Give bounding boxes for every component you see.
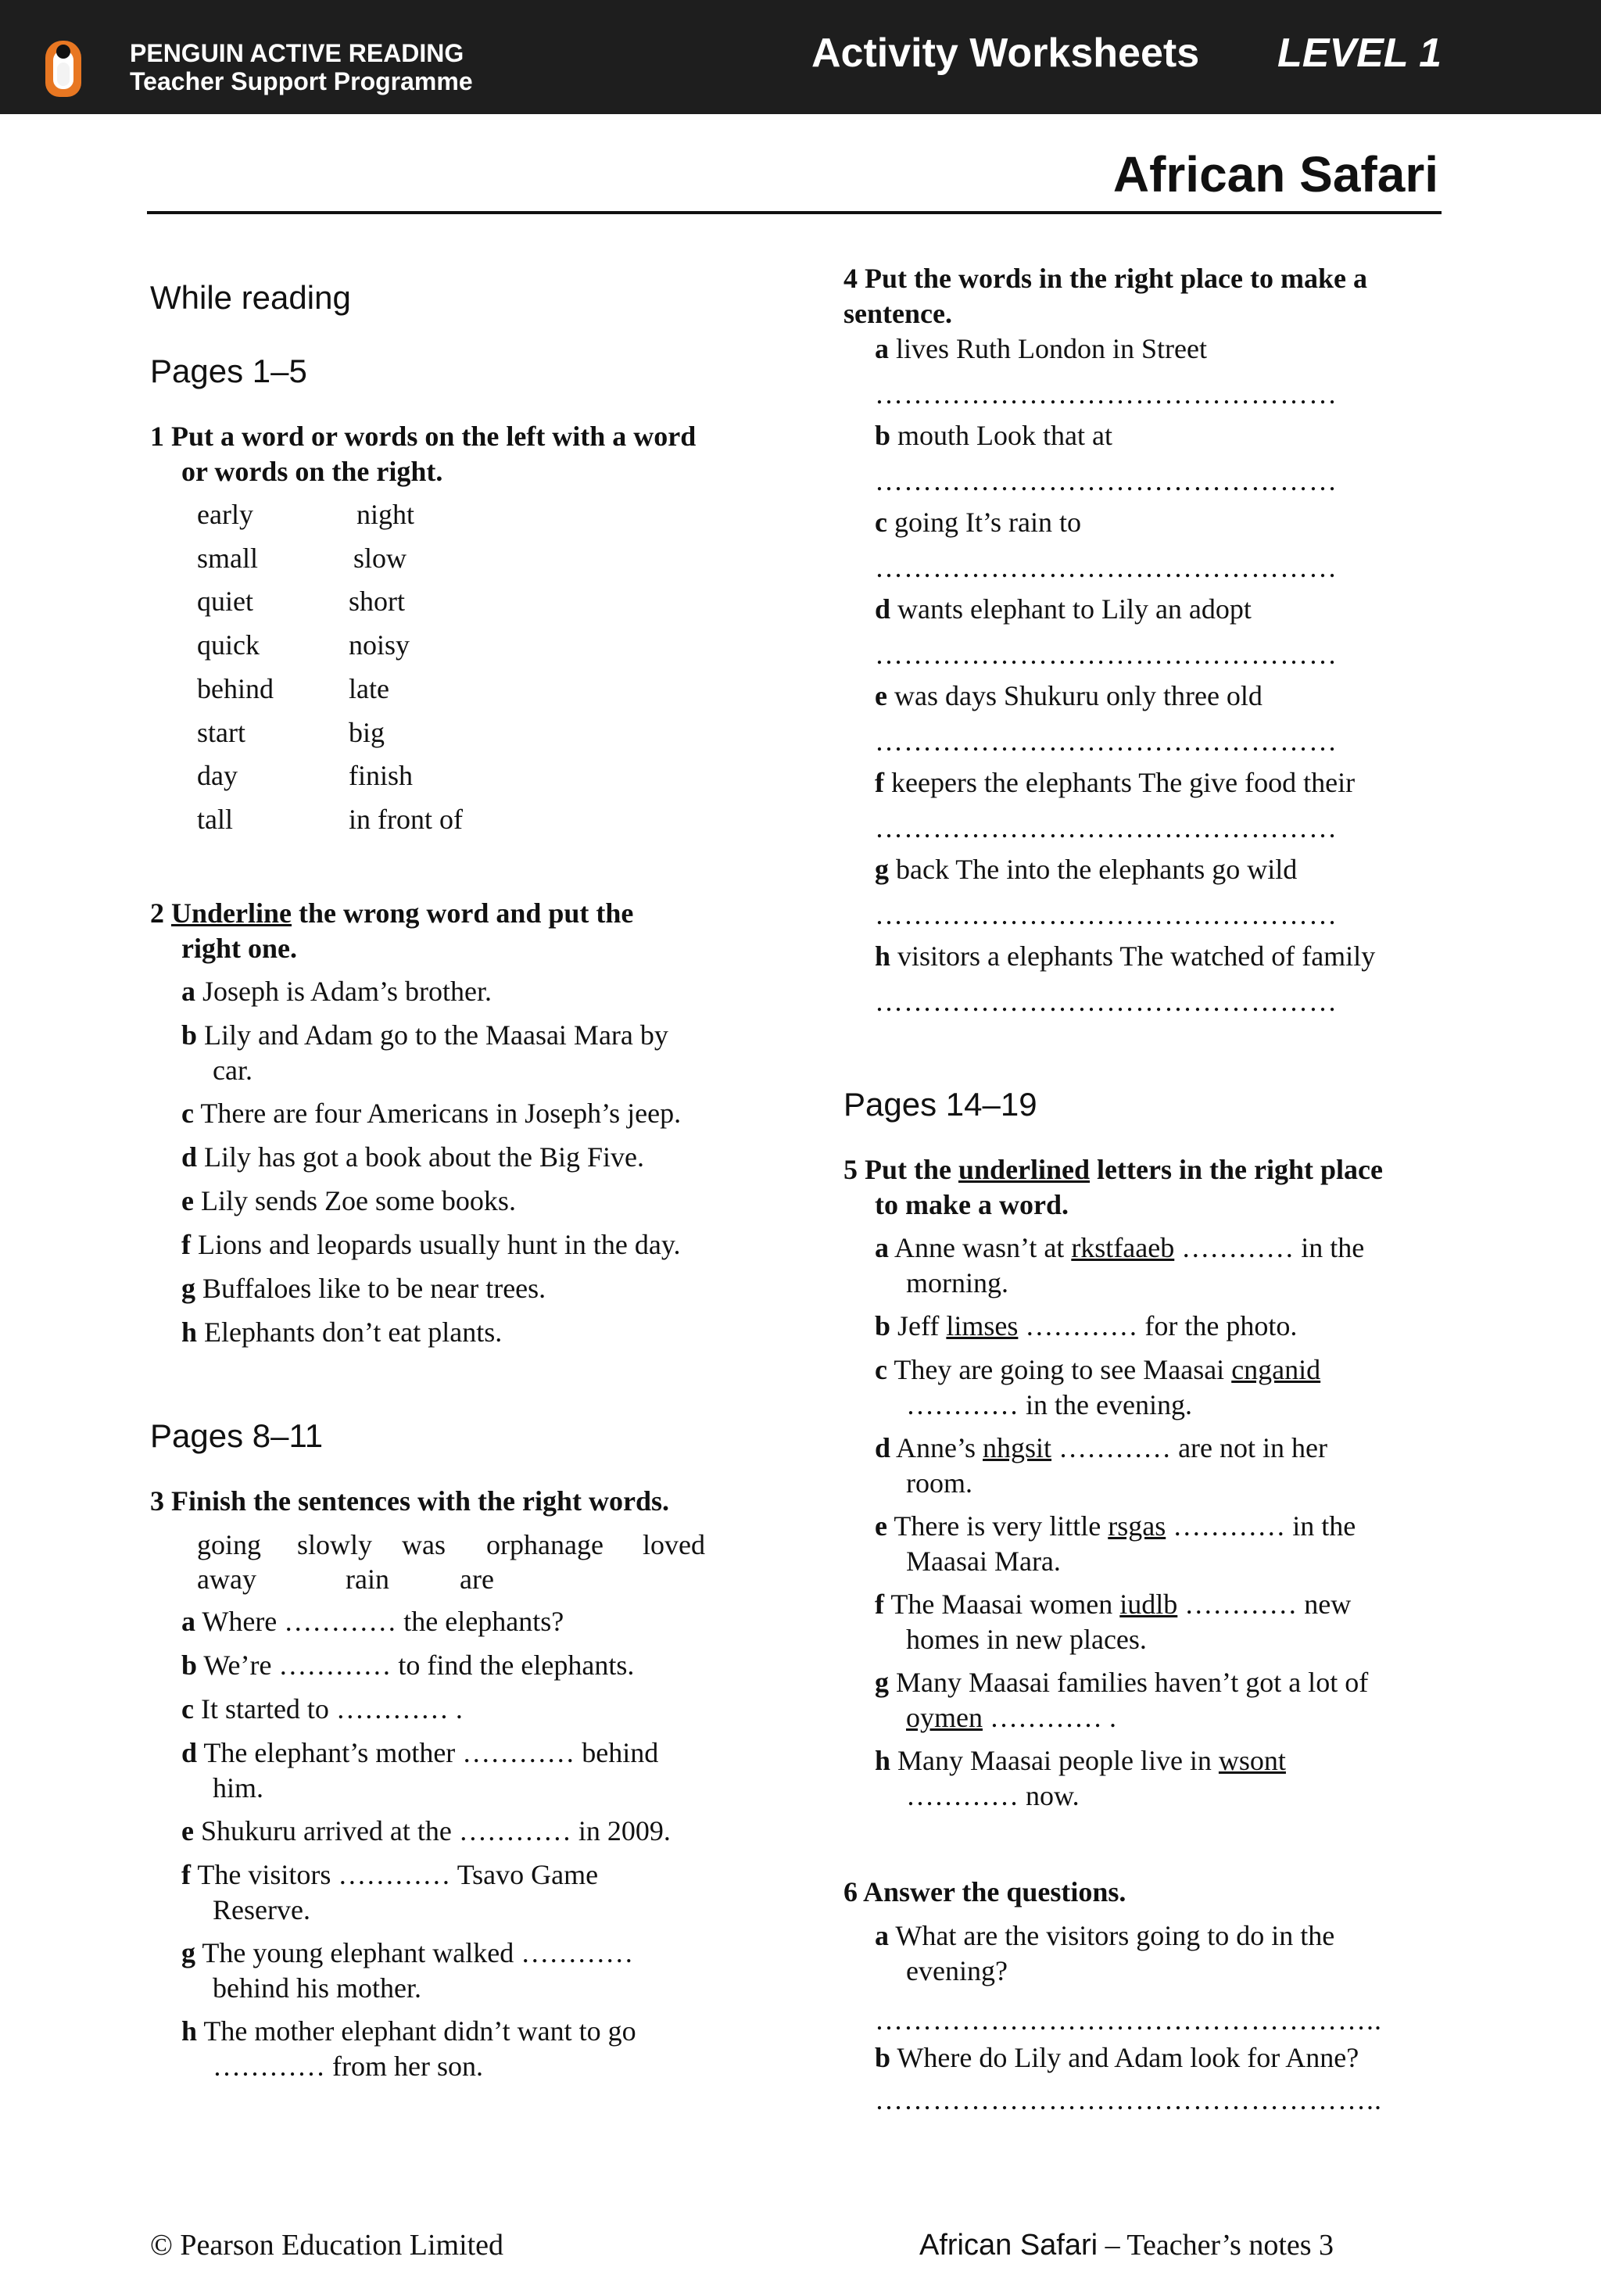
item-text: wants elephant to Lily an adopt (897, 593, 1252, 625)
question-text: the wrong word and put the (292, 897, 634, 929)
question-1-title (150, 419, 696, 489)
item-text: They are going to see Maasai (894, 1354, 1232, 1385)
penguin-logo-icon (45, 41, 81, 97)
answer-line: ………………………………………… (875, 812, 1338, 844)
item-letter: d (181, 1141, 198, 1173)
list-item (181, 974, 744, 1009)
item-text: Lily sends Zoe some books. (200, 1185, 516, 1216)
item-text: We’re ………… to find the elephants. (203, 1649, 635, 1681)
answer-line: …………………………………………….. (875, 2004, 1382, 2036)
item-text: keepers the elephants The give food their (891, 767, 1356, 798)
section-heading-pages-1-5: Pages 1–5 (150, 353, 307, 389)
item-text: Maasai Mara. (906, 1546, 1061, 1577)
section-heading-pages-14-19: Pages 14–19 (843, 1086, 1037, 1123)
answer-line: ………………………………………… (875, 552, 1338, 583)
question-text: Finish the sentences with the right words. (171, 1485, 669, 1517)
pair-right-word: noisy (349, 629, 410, 661)
list-item (181, 1184, 744, 1219)
pair-left-word: early (197, 499, 253, 530)
word-box-word: orphanage (486, 1529, 604, 1560)
question-text-cont: or words on the right. (181, 456, 443, 487)
list-item (181, 1936, 744, 2006)
item-text: lives Ruth London in Street (896, 333, 1207, 364)
item-letter: f (875, 767, 884, 798)
item-letter: h (875, 940, 891, 972)
list-item (181, 1271, 744, 1306)
item-text: Lions and leopards usually hunt in the day. (198, 1229, 681, 1260)
item-letter: a (875, 1920, 889, 1951)
item-letter: c (181, 1693, 194, 1725)
list-item (875, 1352, 1438, 1423)
question-text: letters in the right place (1090, 1154, 1383, 1185)
item-letter: c (875, 1354, 887, 1385)
item-text: There are four Americans in Joseph’s jeep. (200, 1098, 682, 1129)
list-item (875, 1587, 1438, 1657)
question-2-title (150, 896, 633, 966)
underlined-word: underlined (958, 1154, 1091, 1185)
list-item (875, 1431, 1438, 1501)
list-item (181, 1140, 744, 1175)
item-letter: c (875, 507, 887, 538)
question-text: Answer the questions. (863, 1876, 1126, 1907)
scrambled-word: oymen (906, 1702, 983, 1733)
list-item (875, 765, 1438, 801)
item-letter: b (181, 1649, 198, 1681)
word-box-word: loved (643, 1529, 705, 1560)
pair-right-word: night (356, 499, 415, 530)
list-item (875, 679, 1438, 714)
pair-right-word: big (349, 717, 385, 748)
answer-line: ………………………………………… (875, 378, 1338, 410)
question-number: 3 (150, 1485, 164, 1517)
item-letter: b (181, 1019, 198, 1051)
item-letter: g (181, 1937, 195, 1968)
item-text: ………… in the (1174, 1232, 1365, 1263)
item-text: The mother elephant didn’t want to go (203, 2015, 636, 2047)
question-text: Put a word or words on the left with a word (171, 421, 697, 452)
pair-right-word: slow (353, 543, 407, 574)
item-letter: c (181, 1098, 194, 1129)
scrambled-word: rsgas (1108, 1510, 1166, 1542)
item-text: was days Shukuru only three old (894, 680, 1263, 711)
item-text: Where ………… the elephants? (202, 1606, 564, 1637)
section-heading-pages-8-11: Pages 8–11 (150, 1417, 324, 1454)
answer-line: …………………………………………….. (875, 2084, 1382, 2115)
scrambled-word: limses (946, 1310, 1019, 1341)
list-item (875, 1743, 1438, 1814)
word-box-word: was (402, 1529, 446, 1560)
pair-left-word: behind (197, 673, 274, 704)
page-footer (919, 2228, 1334, 2262)
list-item (875, 592, 1438, 627)
pair-right-word: in front of (349, 804, 463, 835)
list-item (875, 1509, 1438, 1579)
question-text: Put the words in the right place to make a (865, 263, 1367, 294)
question-number: 4 (843, 263, 858, 294)
item-text-cont (875, 1466, 1438, 1501)
stage-heading: While reading (150, 279, 351, 316)
item-letter: f (181, 1229, 191, 1260)
item-letter: e (875, 1510, 887, 1542)
word-box-word: going (197, 1529, 262, 1560)
item-text: It started to ………… . (200, 1693, 463, 1725)
item-letter: e (181, 1185, 194, 1216)
list-item (875, 1918, 1438, 1989)
question-number: 5 (843, 1154, 858, 1185)
item-text: ………… in the evening. (906, 1389, 1192, 1420)
scrambled-word: wsont (1218, 1745, 1286, 1776)
question-number: 6 (843, 1876, 858, 1907)
list-item (181, 1096, 744, 1131)
scrambled-word: rkstfaaeb (1071, 1232, 1175, 1263)
question-text-cont: to make a word. (875, 1189, 1069, 1220)
item-letter: d (181, 1737, 198, 1768)
item-text-cont (875, 1778, 1438, 1814)
item-text: morning. (906, 1267, 1008, 1298)
item-letter: h (181, 1316, 198, 1348)
word-box-word: away (197, 1564, 256, 1595)
question-number: 1 (150, 421, 164, 452)
item-text: Anne wasn’t at (894, 1232, 1072, 1263)
item-text: The visitors ………… Tsavo Game (197, 1859, 599, 1890)
list-item (181, 1315, 744, 1350)
level-label: LEVEL 1 (1277, 30, 1442, 76)
item-letter: e (181, 1815, 194, 1846)
list-item (875, 1230, 1438, 1301)
item-text: The elephant’s mother ………… behind (203, 1737, 659, 1768)
item-letter: d (875, 593, 891, 625)
list-item (875, 939, 1438, 974)
item-letter: a (875, 1232, 889, 1263)
list-item (875, 1665, 1438, 1735)
list-item (181, 1648, 744, 1683)
item-letter: f (875, 1589, 884, 1620)
question-text-cont: right one. (181, 933, 297, 964)
item-text: Many Maasai families haven’t got a lot of (896, 1667, 1369, 1698)
list-item (875, 2040, 1438, 2076)
item-text-cont (875, 1700, 1438, 1735)
item-text: Buffaloes like to be near trees. (202, 1273, 546, 1304)
item-letter: f (181, 1859, 191, 1890)
item-letter: d (875, 1432, 891, 1463)
item-text: room. (906, 1467, 972, 1499)
item-text: Lily and Adam go to the Maasai Mara by (204, 1019, 668, 1051)
item-letter: h (875, 1745, 891, 1776)
list-item (181, 2014, 744, 2084)
question-text: Put the (865, 1154, 958, 1185)
item-letter: a (181, 1606, 195, 1637)
list-item (181, 1692, 744, 1727)
item-text: homes in new places. (906, 1624, 1147, 1655)
word-box-word: rain (346, 1564, 389, 1595)
header-bar (0, 0, 1601, 114)
scrambled-word: iudlb (1119, 1589, 1178, 1620)
item-letter: b (875, 1310, 891, 1341)
list-item (181, 1604, 744, 1639)
item-text-cont (875, 1544, 1438, 1579)
list-item (181, 1857, 744, 1928)
item-text: ………… for the photo. (1018, 1310, 1298, 1341)
pair-left-word: day (197, 760, 238, 791)
item-text: The Maasai women (890, 1589, 1120, 1620)
series-line-1: PENGUIN ACTIVE READING (130, 39, 464, 67)
item-letter: g (875, 1667, 889, 1698)
item-letter: b (875, 420, 891, 451)
series-line-2: Teacher Support Programme (130, 67, 473, 95)
item-text: Where do Lily and Adam look for Anne? (897, 2042, 1359, 2073)
item-text: There is very little (894, 1510, 1109, 1542)
item-text: ………… in the (1166, 1510, 1356, 1542)
list-item (181, 1814, 744, 1849)
pair-left-word: small (197, 543, 258, 574)
question-6-title (843, 1875, 1126, 1910)
item-text-cont (875, 1622, 1438, 1657)
item-letter: g (875, 854, 889, 885)
item-text: going It’s rain to (894, 507, 1081, 538)
item-text: What are the visitors going to do in the (895, 1920, 1335, 1951)
item-text: Elephants don’t eat plants. (204, 1316, 503, 1348)
list-item (181, 1018, 744, 1088)
list-item (875, 418, 1438, 453)
answer-line: ………………………………………… (875, 725, 1338, 757)
item-text: The young elephant walked ………… (202, 1937, 634, 1968)
list-item (181, 1227, 744, 1263)
pair-left-word: tall (197, 804, 233, 835)
pair-left-word: quick (197, 629, 260, 661)
item-letter: h (181, 2015, 198, 2047)
pair-right-word: short (349, 586, 405, 617)
item-letter: b (875, 2042, 891, 2073)
question-4-title (843, 261, 1367, 331)
pair-right-word: late (349, 673, 389, 704)
item-text: Joseph is Adam’s brother. (202, 976, 492, 1007)
list-item (875, 331, 1438, 367)
word-box-word: slowly (297, 1529, 373, 1560)
item-text: Many Maasai people live in (897, 1745, 1219, 1776)
question-number: 2 (150, 897, 164, 929)
question-text-cont: sentence. (843, 298, 952, 329)
item-text-cont (875, 1266, 1438, 1301)
item-text-cont (875, 1388, 1438, 1423)
worksheet-type: Activity Worksheets (811, 30, 1200, 76)
item-text-cont: evening? (906, 1955, 1008, 1986)
item-letter: e (875, 680, 887, 711)
list-item (875, 505, 1438, 540)
item-text: Shukuru arrived at the ………… in 2009. (200, 1815, 671, 1846)
list-item (181, 1735, 744, 1806)
item-text-cont: car. (213, 1055, 253, 1086)
item-text: back The into the elephants go wild (896, 854, 1298, 885)
item-text: mouth Look that at (897, 420, 1112, 451)
item-text: Anne’s (896, 1432, 983, 1463)
page-title: African Safari (1112, 146, 1438, 202)
item-text: Lily has got a book about the Big Five. (204, 1141, 644, 1173)
footer-notes: – Teacher’s notes 3 (1098, 2229, 1334, 2262)
answer-line: ………………………………………… (875, 639, 1338, 670)
footer-book-title: African Safari (919, 2229, 1098, 2262)
question-5-title (843, 1152, 1383, 1223)
item-text-cont: behind his mother. (213, 1972, 421, 2004)
item-text-cont: ………… from her son. (213, 2051, 483, 2082)
item-text: Jeff (897, 1310, 947, 1341)
item-text: ………… . (982, 1702, 1116, 1733)
underline-word: Underline (171, 897, 292, 929)
answer-line: ………………………………………… (875, 465, 1338, 496)
word-box-word: are (460, 1564, 494, 1595)
item-text: ………… now. (906, 1780, 1080, 1811)
series-name (130, 39, 473, 95)
answer-line: ………………………………………… (875, 986, 1338, 1017)
list-item (875, 1309, 1438, 1344)
item-letter: g (181, 1273, 195, 1304)
pair-right-word: finish (349, 760, 414, 791)
item-letter: a (181, 976, 195, 1007)
item-letter: a (875, 333, 889, 364)
pair-left-word: quiet (197, 586, 253, 617)
answer-line: ………………………………………… (875, 899, 1338, 930)
title-rule (147, 211, 1442, 214)
scrambled-word: cnganid (1231, 1354, 1321, 1385)
copyright: © Pearson Education Limited (150, 2229, 504, 2262)
list-item (875, 852, 1438, 887)
question-3-title (150, 1484, 669, 1519)
scrambled-word: nhgsit (983, 1432, 1052, 1463)
item-text-cont: Reserve. (213, 1894, 310, 1925)
item-text: ………… new (1177, 1589, 1352, 1620)
item-text: visitors a elephants The watched of family (897, 940, 1376, 972)
pair-left-word: start (197, 717, 245, 748)
item-text-cont: him. (213, 1772, 264, 1803)
item-text: ………… are not in her (1051, 1432, 1327, 1463)
